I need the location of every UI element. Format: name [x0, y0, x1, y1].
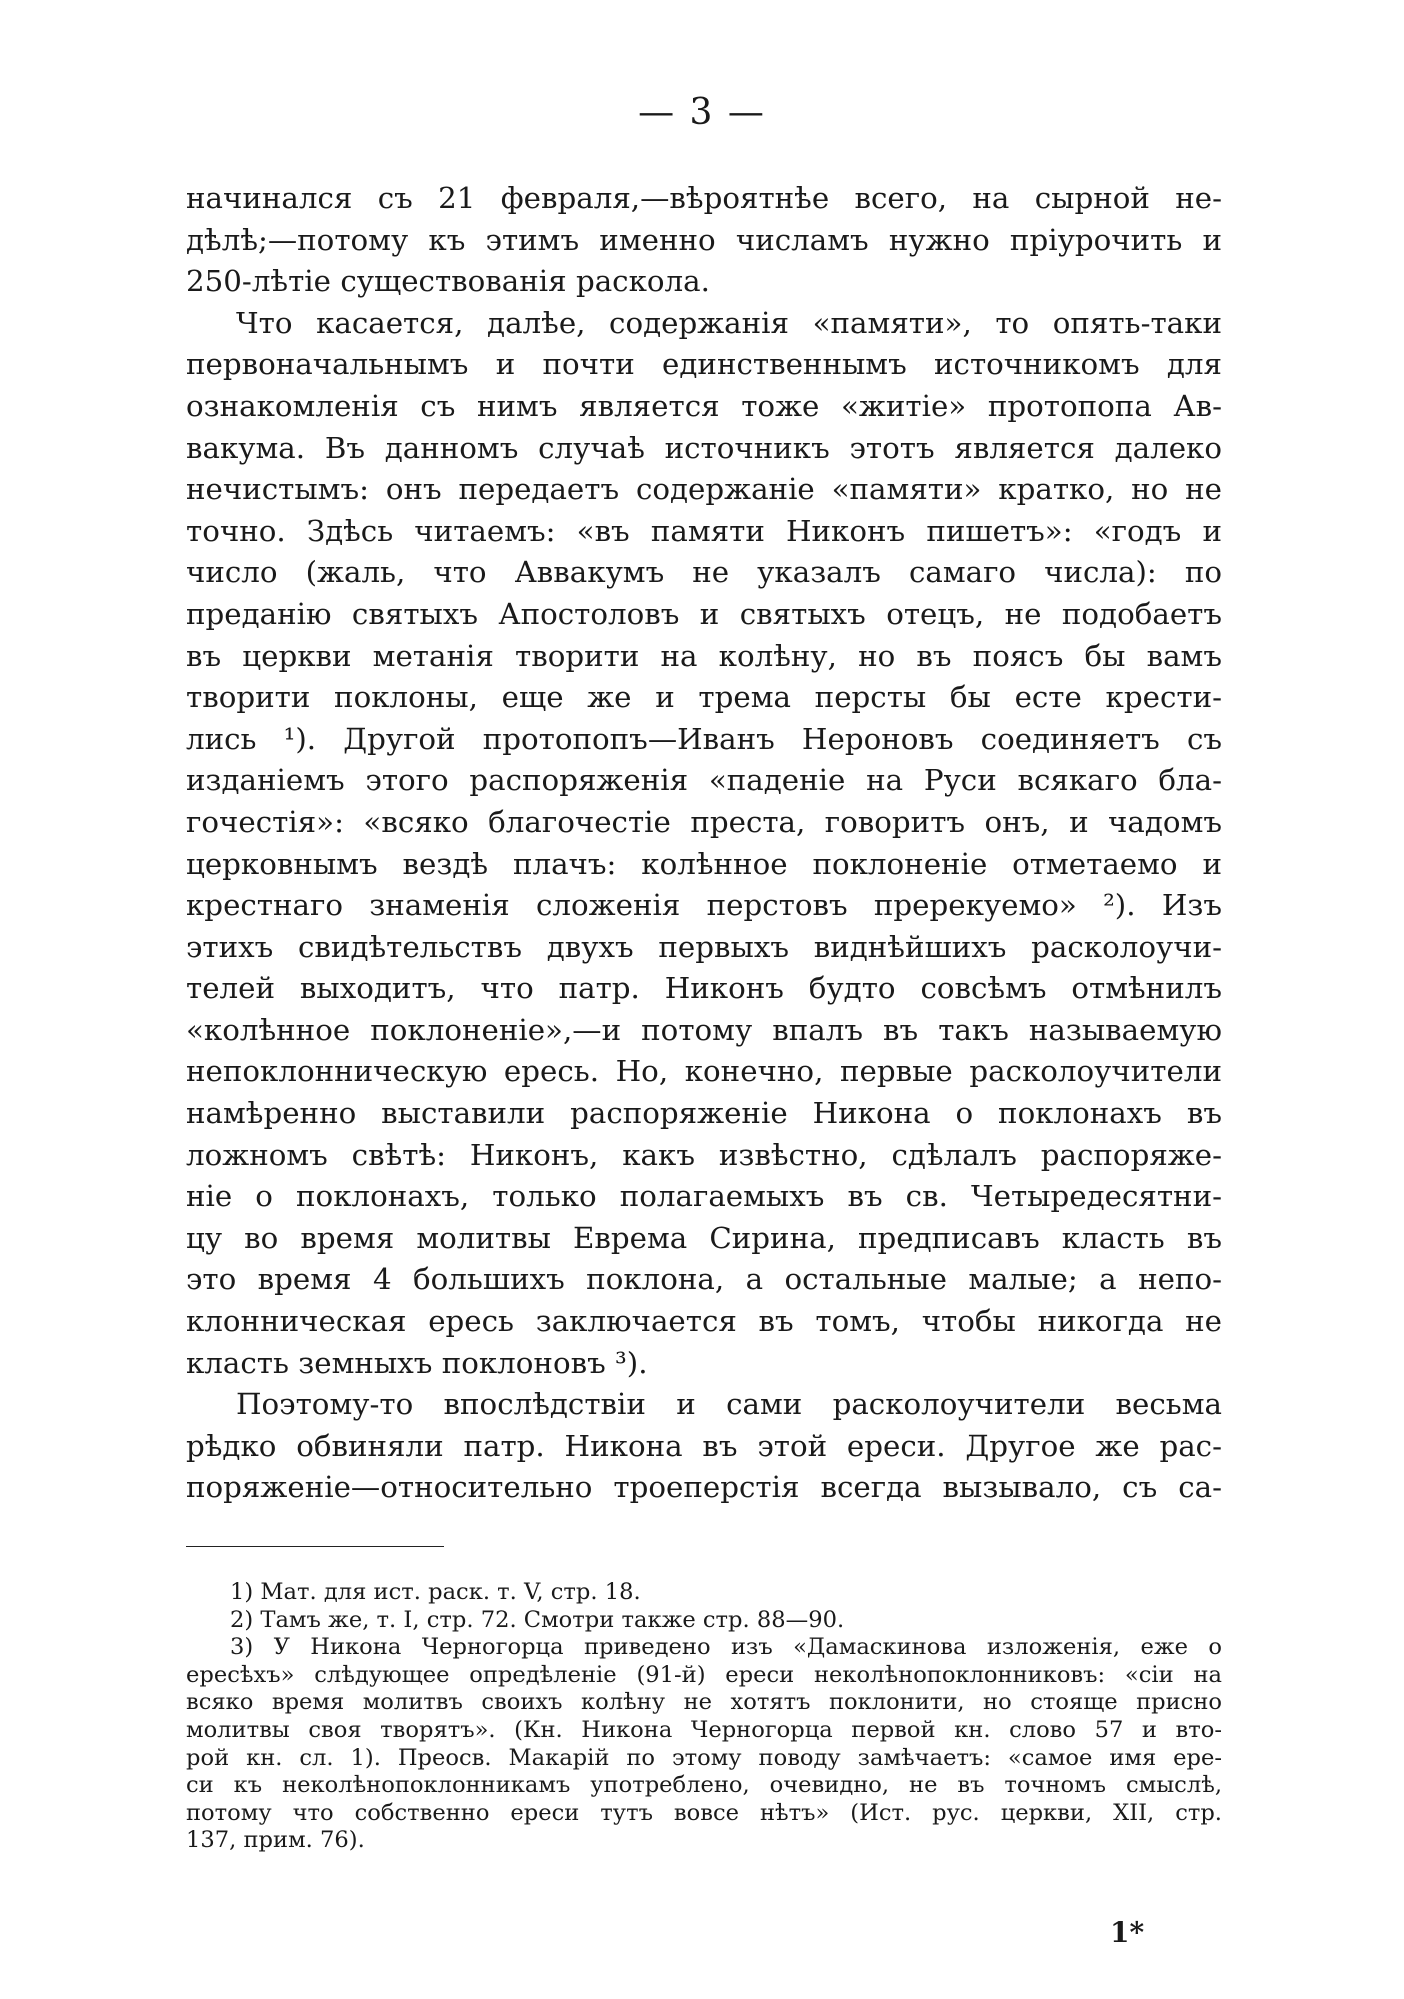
body-text	[186, 178, 1222, 1509]
text-line: ознакомленія съ нимъ является тоже «житіе» протопопа Ав-	[186, 388, 1222, 423]
text-line: рѣдко обвиняли патр. Никона въ этой ереси. Другое же рас-	[186, 1428, 1222, 1463]
text-line: число (жаль, что Аввакумъ не указалъ самаго числа): по	[186, 555, 1222, 590]
footnote-line: потому что собственно ереси тутъ вовсе нѣтъ» (Ист. рус. церкви, XII, стр.	[186, 1799, 1222, 1826]
footnote-line: 2) Тамъ же, т. I, стр. 72. Смотри также стр. 88—90.	[230, 1606, 845, 1633]
text-line: нечистымъ: онъ передаетъ содержаніе «памяти» кратко, но не	[186, 472, 1222, 507]
footnote-line: 1) Мат. для ист. раск. т. V, стр. 18.	[230, 1579, 641, 1605]
text-line: дѣлѣ;—потому къ этимъ именно числамъ нужно пріурочить и	[186, 222, 1222, 257]
text-line: гочестія»: «всяко благочестіе преста, говоритъ онъ, и чадомъ	[186, 804, 1222, 839]
footnote-line: 3) У Никона Черногорца приведено изъ «Дамаскинова изложенія, еже о	[230, 1634, 1222, 1661]
footnote-line: всяко время молитвъ своихъ колѣну не хотятъ поклонити, но стояще присно	[186, 1689, 1222, 1716]
text-line: ніе о поклонахъ, только полагаемыхъ въ св. Четыредесятни-	[186, 1179, 1222, 1214]
paragraph-2	[186, 303, 1222, 1384]
footnote-1	[186, 1579, 1222, 1607]
signature-mark: 1*	[1110, 1916, 1145, 1949]
text-line: первоначальнымъ и почти единственнымъ источникомъ для	[186, 347, 1222, 382]
footnote-line: си къ неколѣнопоклонникамъ употреблено, очевидно, не въ точномъ смыслѣ,	[186, 1772, 1222, 1799]
footnote-2	[186, 1607, 1222, 1635]
text-line: непоклонническую ересь. Но, конечно, первые расколоучители	[186, 1054, 1222, 1089]
text-line: Поэтому-то впослѣдствіи и сами расколоучители весьма	[236, 1387, 1222, 1422]
text-line: этихъ свидѣтельствъ двухъ первыхъ виднѣйшихъ расколоучи-	[186, 929, 1222, 964]
paragraph-1	[186, 178, 1222, 303]
footnote-divider	[186, 1546, 444, 1547]
text-line: начинался съ 21 февраля,—вѣроятнѣе всего, на сырной не-	[186, 181, 1222, 215]
text-line: класть земныхъ поклоновъ ³).	[186, 1345, 648, 1380]
text-line: точно. Здѣсь читаемъ: «въ памяти Никонъ пишетъ»: «годъ и	[186, 513, 1222, 548]
page-number: — 3 —	[638, 92, 766, 133]
paragraph-3	[186, 1384, 1222, 1509]
text-line: въ церкви метанія творити на колѣну, но въ поясъ бы вамъ	[186, 638, 1222, 673]
footnotes	[186, 1579, 1222, 1855]
text-line: клонническая ересь заключается въ томъ, чтобы никогда не	[186, 1304, 1222, 1339]
text-line: изданіемъ этого распоряженія «паденіе на Руси всякаго бла-	[186, 763, 1222, 798]
footnote-line: ересѣхъ» слѣдующее опредѣленіе (91-й) ереси неколѣнопоклонниковъ: «сіи на	[186, 1661, 1222, 1688]
text-line: ложномъ свѣтѣ: Никонъ, какъ извѣстно, сдѣлалъ распоряже-	[186, 1137, 1222, 1172]
footnote-3	[186, 1634, 1222, 1855]
footnote-line: рой кн. сл. 1). Преосв. Макарій по этому поводу замѣчаетъ: «самое имя ере-	[186, 1744, 1222, 1771]
footnote-line: 137, прим. 76).	[186, 1827, 365, 1854]
text-line: поряженіе—относительно троеперстія всегда вызывало, съ са-	[186, 1470, 1222, 1505]
text-line: это время 4 большихъ поклона, а остальные малые; а непо-	[186, 1262, 1222, 1297]
text-line: намѣренно выставили распоряженіе Никона о поклонахъ въ	[186, 1096, 1222, 1131]
text-line: Что касается, далѣе, содержанія «памяти», то опять-таки	[236, 305, 1222, 340]
text-line: лись ¹). Другой протопопъ—Иванъ Нероновъ соединяетъ съ	[186, 721, 1222, 756]
text-line: вакума. Въ данномъ случаѣ источникъ этотъ является далеко	[186, 430, 1222, 465]
text-line: церковнымъ вездѣ плачъ: колѣнное поклоненіе отметаемо и	[186, 846, 1222, 881]
text-line: преданію святыхъ Апостоловъ и святыхъ отецъ, не подобаетъ	[186, 596, 1222, 631]
text-line: творити поклоны, еще же и трема персты бы есте крести-	[186, 680, 1222, 715]
text-line: крестнаго знаменія сложенія перстовъ пререкуемо» ²). Изъ	[186, 888, 1222, 923]
text-line: «колѣнное поклоненіе»,—и потому впалъ въ такъ называемую	[186, 1012, 1222, 1047]
text-line: телей выходитъ, что патр. Никонъ будто совсѣмъ отмѣнилъ	[186, 971, 1222, 1006]
text-line: 250-лѣтіе существованія раскола.	[186, 264, 710, 299]
footnote-line: молитвы своя творятъ». (Кн. Никона Черногорца первой кн. слово 57 и вто-	[186, 1716, 1222, 1743]
text-line: цу во время молитвы Еврема Сирина, предписавъ класть въ	[186, 1220, 1222, 1255]
